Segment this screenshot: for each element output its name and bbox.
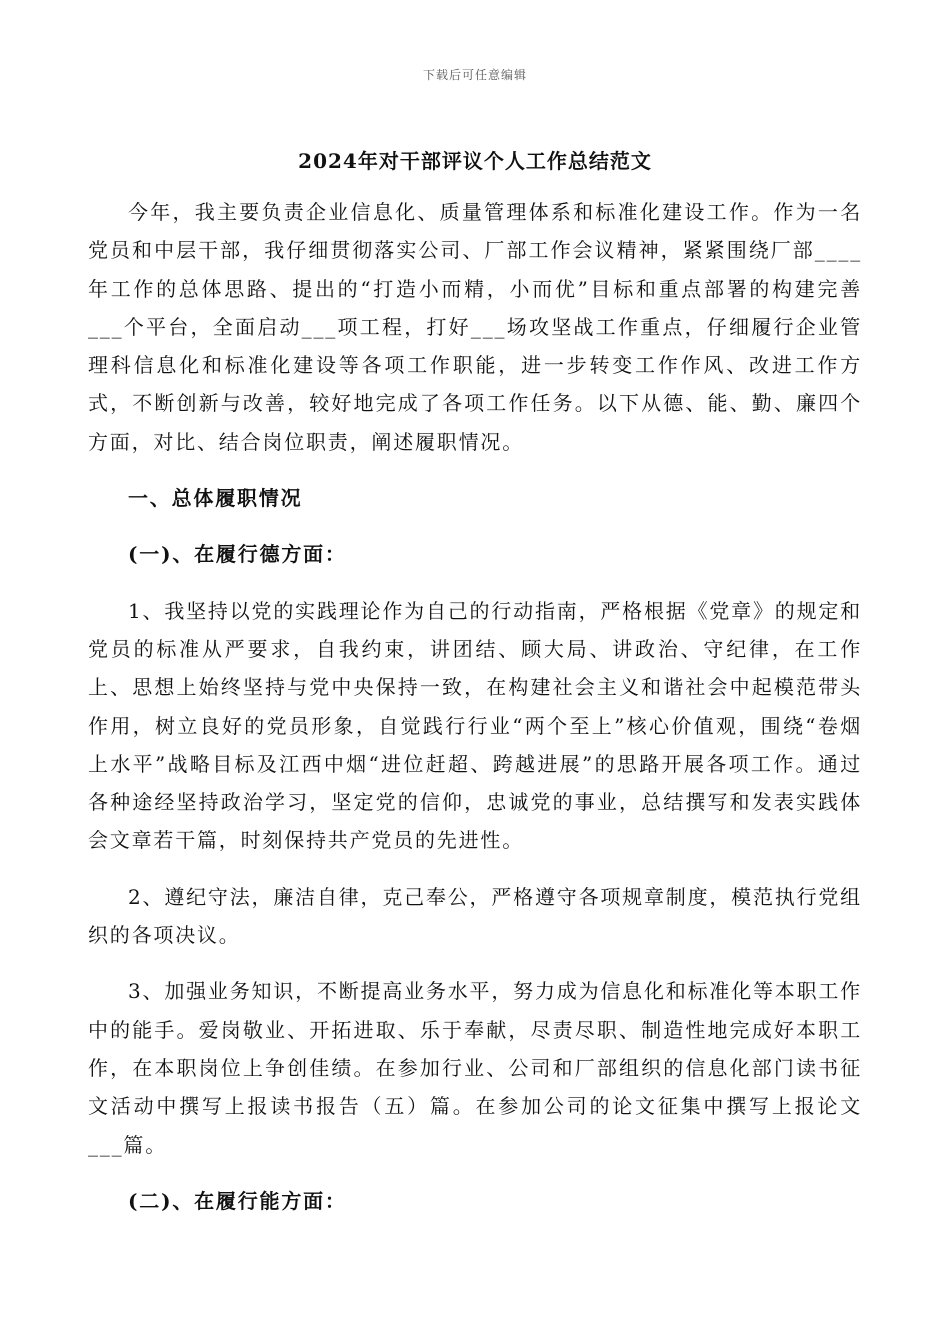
intro-paragraph: 今年，我主要负责企业信息化、质量管理体系和标准化建设工作。作为一名党员和中层干部，我仔细贯彻落实公司、厂部工作会议精神，紧紧围绕厂部____年工作的总体思路、提出的“打造小而精，小而优”目标和重点部署的构建完善___个平台，全面启动___项工程，打好___场攻坚战工作重点，仔细履行企业管理科信息化和标准化建设等各项工作职能，进一步转变工作作风、改进工作方式，不断创新与改善，较好地完成了各项工作任务。以下从德、能、勤、廉四个方面，对比、结合岗位职责，阐述履职情况。 [88, 200, 862, 454]
document-body [88, 193, 862, 1238]
paragraph-1: 1、我坚持以党的实践理论作为自己的行动指南，严格根据《党章》的规定和党员的标准从严要求，自我约束，讲团结、顾大局、讲政治、守纪律，在工作上、思想上始终坚持与党中央保持一致，在构建社会主义和谐社会中起模范带头作用，树立良好的党员形象，自觉践行行业“两个至上”核心价值观，围绕“卷烟上水平”战略目标及江西中烟“进位赶超、跨越进展”的思路开展各项工作。通过各种途经坚持政治学习，坚定党的信仰，忠诚党的事业，总结撰写和发表实践体会文章若干篇，时刻保持共产党员的先进性。 [88, 598, 862, 853]
subheading-ability: (二)、在履行能方面： [128, 1188, 347, 1213]
section-heading-overall: 一、总体履职情况 [128, 486, 303, 511]
header-note: 下载后可任意编辑 [422, 68, 527, 82]
paragraph-2: 2、遵纪守法，廉洁自律，克己奉公，严格遵守各项规章制度，模范执行党组织的各项决议。 [88, 884, 862, 948]
document-title: 2024年对干部评议个人工作总结范文 [298, 149, 652, 173]
subheading-morality: (一)、在履行德方面： [128, 542, 347, 567]
paragraph-3: 3、加强业务知识，不断提高业务水平，努力成为信息化和标准化等本职工作中的能手。爱岗敬业、开拓进取、乐于奉献，尽责尽职、制造性地完成好本职工作，在本职岗位上争创佳绩。在参加行业、公司和厂部组织的信息化部门读书征文活动中撰写上报读书报告（五）篇。在参加公司的论文征集中撰写上报论文___篇。 [88, 979, 862, 1157]
